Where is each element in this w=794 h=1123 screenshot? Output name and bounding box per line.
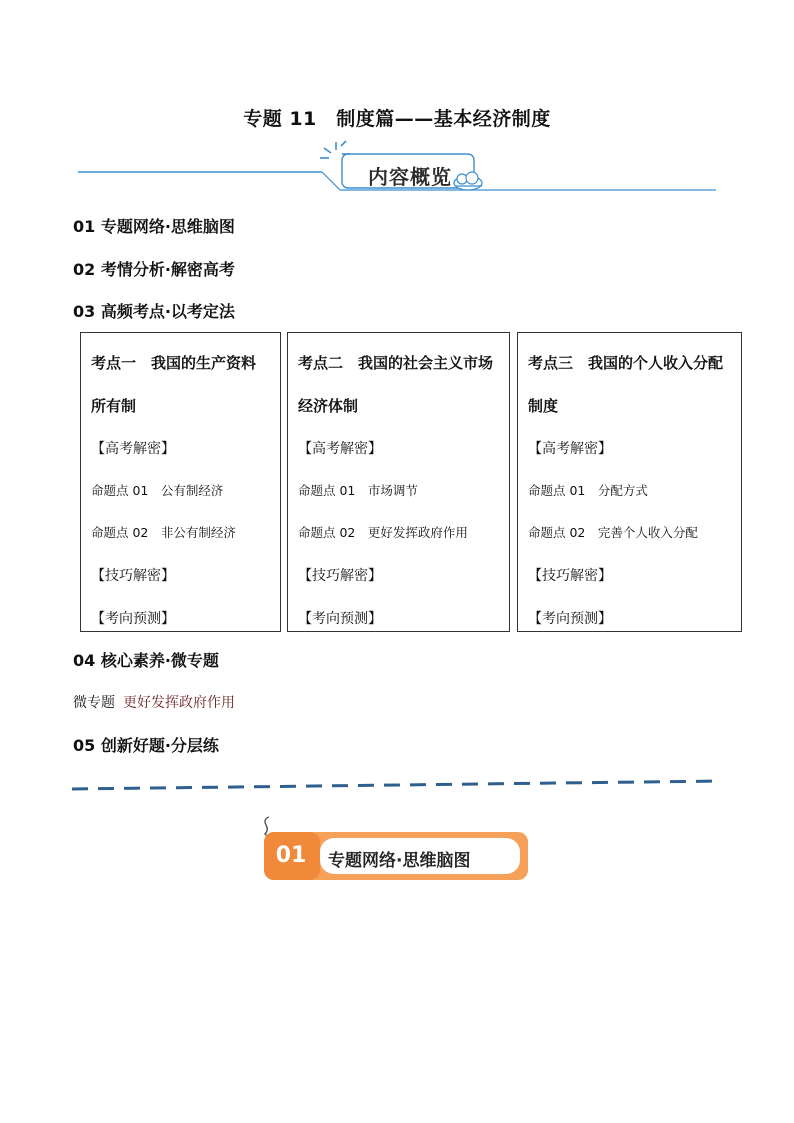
micro-topic (73, 692, 235, 712)
box-point-2: 命题点 02 完善个人收入分配 (528, 525, 698, 540)
box-point-2: 命题点 02 非公有制经济 (91, 525, 236, 540)
box-skill-label: 【技巧解密】 (528, 568, 612, 584)
topic-box-2 (287, 332, 510, 632)
page-title: 专题 11 制度篇——基本经济制度 (243, 108, 551, 130)
section-05: 05 创新好题·分层练 (73, 736, 219, 755)
banner-line-joint (322, 172, 340, 190)
box-title-line1: 考点三 我国的个人收入分配 (528, 354, 724, 372)
box-point-2: 命题点 02 更好发挥政府作用 (298, 525, 468, 540)
box-title-line2: 所有制 (91, 397, 137, 415)
box-forecast-label: 【考向预测】 (298, 611, 382, 627)
box-title-line2: 经济体制 (298, 397, 359, 415)
box-gaokao-label: 【高考解密】 (298, 441, 382, 457)
section-01: 01 专题网络·思维脑图 (73, 217, 235, 236)
section-04: 04 核心素养·微专题 (73, 651, 219, 670)
topic-box-1 (80, 332, 281, 632)
box-skill-label: 【技巧解密】 (298, 568, 382, 584)
box-point-1: 命题点 01 分配方式 (528, 483, 648, 498)
section-03: 03 高频考点·以考定法 (73, 302, 235, 321)
micro-label: 微专题 (73, 695, 115, 711)
topic-box-3 (517, 332, 742, 632)
pill-label: 专题网络·思维脑图 (328, 851, 471, 871)
box-forecast-label: 【考向预测】 (528, 611, 612, 627)
box-point-1: 命题点 01 市场调节 (298, 483, 418, 498)
pill-number: 01 (275, 843, 307, 868)
box-title-line1: 考点一 我国的生产资料 (91, 354, 257, 372)
dashed-divider (0, 770, 794, 800)
box-forecast-label: 【考向预测】 (91, 611, 175, 627)
banner-label: 内容概览 (368, 165, 452, 189)
box-gaokao-label: 【高考解密】 (528, 441, 612, 457)
section-02: 02 考情分析·解密高考 (73, 260, 235, 279)
box-skill-label: 【技巧解密】 (91, 568, 175, 584)
box-gaokao-label: 【高考解密】 (91, 441, 175, 457)
box-title-line2: 制度 (528, 397, 559, 415)
box-point-1: 命题点 01 公有制经济 (91, 483, 224, 498)
micro-topic-text: 更好发挥政府作用 (123, 695, 235, 711)
box-title-line1: 考点二 我国的社会主义市场 (298, 354, 494, 372)
